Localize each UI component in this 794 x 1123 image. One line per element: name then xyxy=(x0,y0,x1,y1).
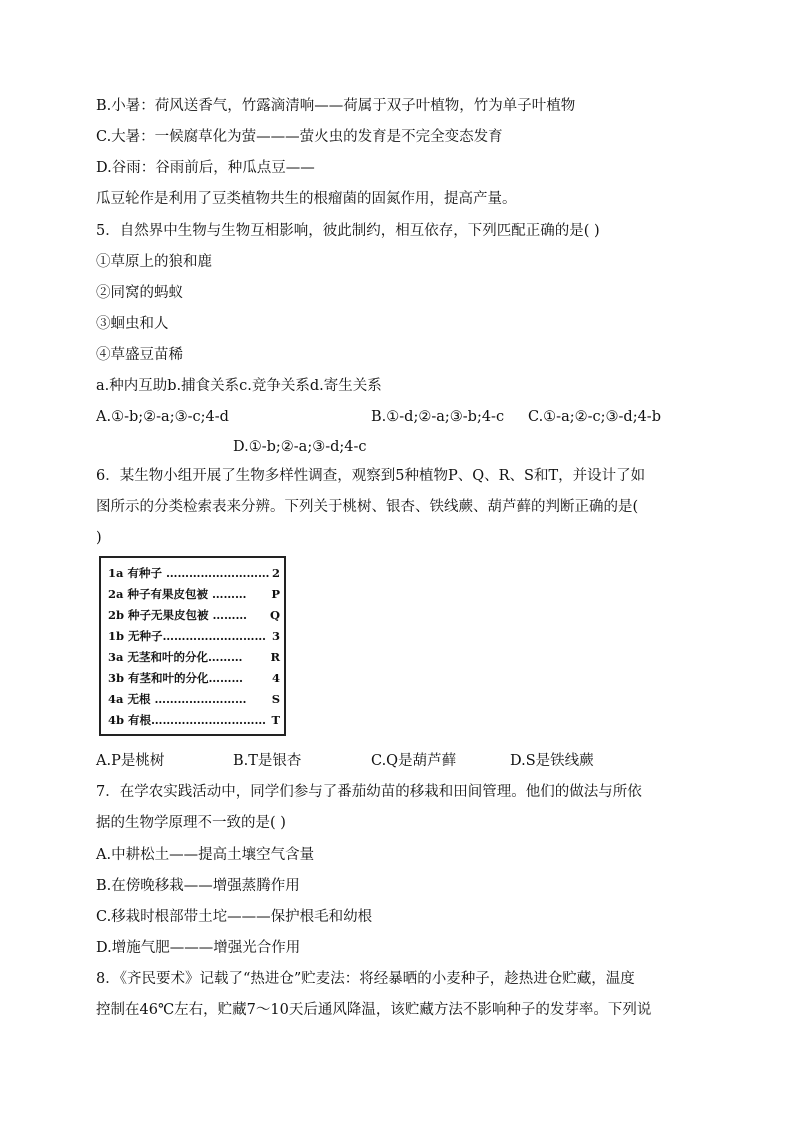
q5-option-c: C.①-a;②-c;③-d;4-b xyxy=(528,409,661,425)
key-entry: 2a 种子有果皮包被 ……… xyxy=(108,587,247,601)
q8-stem-line-2: 控制在46℃左右，贮藏7～10天后通风降温，该贮藏方法不影响种子的发芽率。下列说 xyxy=(96,1002,652,1018)
classification-key-table xyxy=(99,556,286,736)
q7-stem-line-2: 据的生物学原理不一致的是( ) xyxy=(96,815,286,831)
key-entry: 1a 有种子 ……………………… xyxy=(108,566,270,580)
q6-option-a: A.P是桃树 xyxy=(96,753,165,769)
q5-option-a: A.①-b;②-a;③-c;4-d xyxy=(96,409,229,425)
key-result: 2 xyxy=(271,566,280,580)
key-row xyxy=(108,627,280,645)
q6-option-b: B.T是银杏 xyxy=(233,753,302,769)
q7-option-d: D.增施气肥———增强光合作用 xyxy=(96,940,301,956)
key-entry: 3b 有茎和叶的分化……… xyxy=(108,671,244,685)
key-entry: 2b 种子无果皮包被 ……… xyxy=(108,608,248,622)
q7-option-c: C.移栽时根部带土坨———保护根毛和幼根 xyxy=(96,909,373,925)
q5-item-2: ②同窝的蚂蚁 xyxy=(96,285,183,301)
key-result: S xyxy=(271,692,280,706)
q6-stem-line-2: 图所示的分类检索表来分辨。下列关于桃树、银杏、铁线蕨、葫芦藓的判断正确的是( xyxy=(96,499,639,515)
q5-item-3: ③蛔虫和人 xyxy=(96,316,169,332)
q4-option-c: C.大暑：一候腐草化为萤———萤火虫的发育是不完全变态发育 xyxy=(96,129,503,145)
key-result: 3 xyxy=(271,629,280,643)
key-row xyxy=(108,606,280,624)
key-entry: 4b 有根………………………… xyxy=(108,713,267,727)
q5-item-4: ④草盛豆苗稀 xyxy=(96,347,183,363)
q5-option-d: D.①-b;②-a;③-d;4-c xyxy=(233,439,367,455)
q6-stem-line-1: 6．某生物小组开展了生物多样性调查，观察到5种植物P、Q、R、S和T，并设计了如 xyxy=(96,468,646,484)
key-row xyxy=(108,711,280,729)
q6-stem-line-3: ) xyxy=(96,530,102,546)
q7-option-b: B.在傍晚移栽——增强蒸腾作用 xyxy=(96,878,300,894)
q4-option-b: B.小暑：荷风送香气，竹露滴清响——荷属于双子叶植物，竹为单子叶植物 xyxy=(96,98,576,114)
q5-option-b: B.①-d;②-a;③-b;4-c xyxy=(371,409,505,425)
key-entry: 1b 无种子……………………… xyxy=(108,629,267,643)
key-row xyxy=(108,585,280,603)
key-entry: 4a 无根 …………………… xyxy=(108,692,247,706)
q7-option-a: A.中耕松土——提高土壤空气含量 xyxy=(96,847,315,863)
q8-stem-line-1: 8．《齐民要术》记载了“热进仓”贮麦法：将经暴晒的小麦种子，趁热进仓贮藏，温度 xyxy=(96,971,635,987)
q4-option-d: D.谷雨：谷雨前后，种瓜点豆—— xyxy=(96,160,315,176)
key-result: 4 xyxy=(271,671,280,685)
key-result: Q xyxy=(269,608,280,622)
q7-stem-line-1: 7．在学农实践活动中，同学们参与了番茄幼苗的移栽和田间管理。他们的做法与所依 xyxy=(96,784,642,800)
key-result: P xyxy=(271,587,280,601)
key-row xyxy=(108,648,280,666)
q4-option-d-continued: 瓜豆轮作是利用了豆类植物共生的根瘤菌的固氮作用，提高产量。 xyxy=(96,191,517,207)
key-row xyxy=(108,690,280,708)
q6-option-d: D.S是铁线蕨 xyxy=(510,753,594,769)
q5-stem: 5．自然界中生物与生物互相影响，彼此制约，相互依存，下列匹配正确的是( ) xyxy=(96,223,600,239)
key-entry: 3a 无茎和叶的分化……… xyxy=(108,650,243,664)
key-result: T xyxy=(271,713,280,727)
q5-item-1: ①草原上的狼和鹿 xyxy=(96,254,212,270)
q6-option-c: C.Q是葫芦藓 xyxy=(371,753,457,769)
key-row xyxy=(108,669,280,687)
key-row xyxy=(108,564,280,582)
key-result: R xyxy=(270,650,280,664)
q5-relations: a.种内互助b.捕食关系c.竞争关系d.寄生关系 xyxy=(96,378,382,394)
